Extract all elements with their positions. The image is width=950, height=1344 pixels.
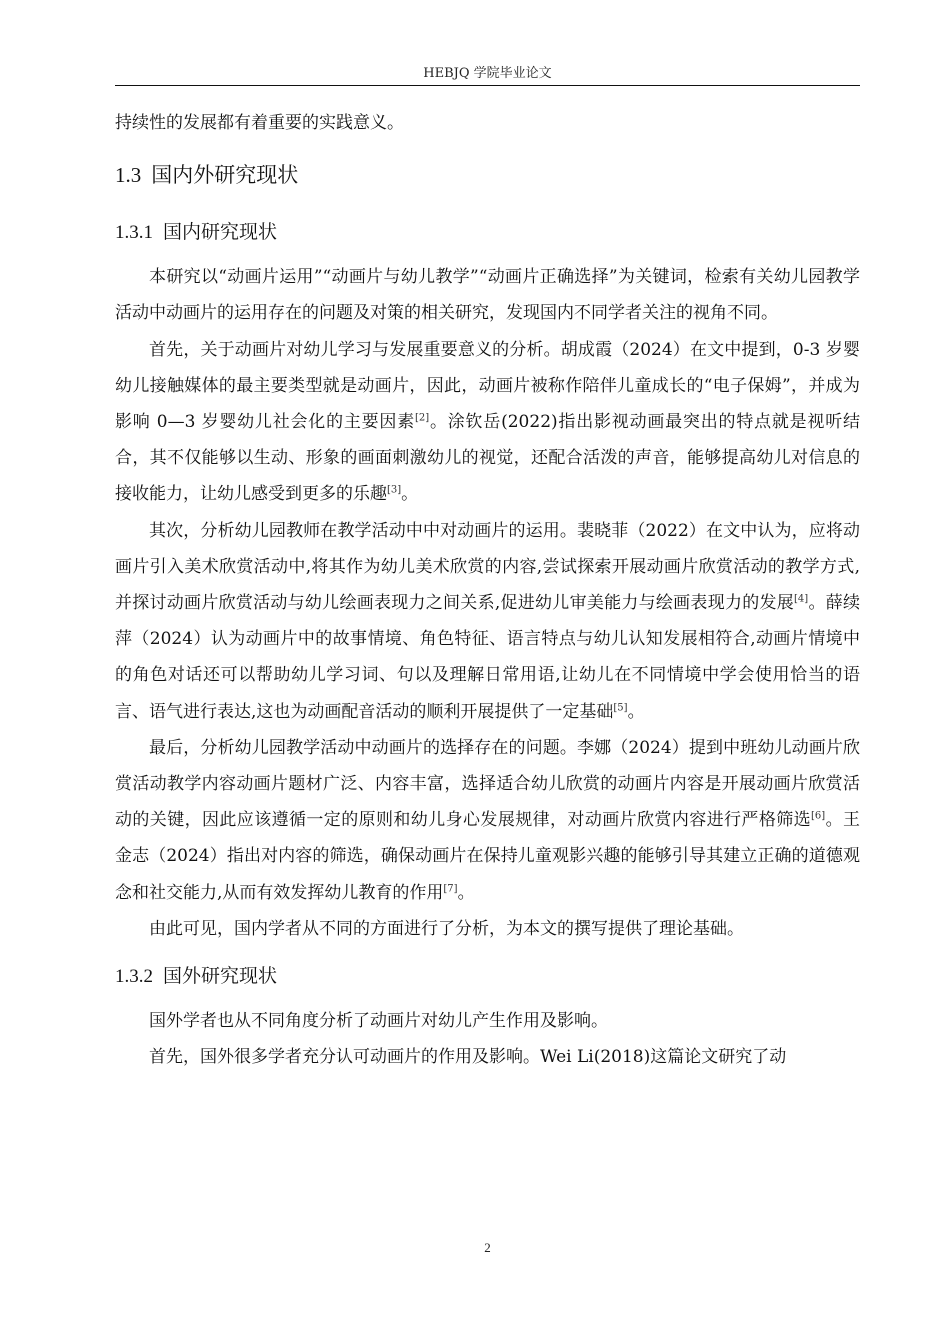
text-run: 最后，分析幼儿园教学活动中动画片的选择存在的问题。李娜（2024）提到中班幼儿动画片欣赏活动教学内容动画片题材广泛、内容丰富，选择适合幼儿欣赏的动画片内容是开展动画片欣赏活动的关键，因此应该遵循一定的原则和幼儿身心发展规律，对动画片欣赏内容进行严格筛选 (115, 737, 860, 831)
paragraph-summary: 由此可见，国内学者从不同的方面进行了分析，为本文的撰写提供了理论基础。 (149, 918, 744, 939)
section-number: 1.3.2 (115, 966, 153, 988)
paragraph-keywords: 本研究以“动画片运用”“动画片与幼儿教学”“动画片正确选择”为关键词，检索有关幼儿园教学活动中动画片的运用存在的问题及对策的相关研究，发现国内不同学者关注的视角不同。 (115, 267, 860, 324)
section-heading-1-3 (115, 141, 860, 203)
paragraph-foreign-first: 首先，国外很多学者充分认可动画片的作用及影响。Wei Li(2018)这篇论文研究了动 (149, 1047, 787, 1068)
running-header: HEBJQ 学院毕业论文 (423, 66, 552, 81)
text-run: 。 (627, 701, 645, 722)
paragraph-third (115, 730, 860, 911)
paragraph-second (115, 513, 860, 730)
citation-ref: [6] (811, 810, 826, 822)
section-heading-1-3-2 (115, 947, 860, 1003)
section-title: 国内研究现状 (163, 221, 278, 244)
section-heading-1-3-1 (115, 203, 860, 259)
citation-ref: [3] (387, 484, 402, 496)
section-number: 1.3.1 (115, 222, 153, 244)
page-number: 2 (484, 1240, 491, 1255)
citation-ref: [2] (415, 412, 430, 424)
paragraph-continuation: 持续性的发展都有着重要的实践意义。 (115, 113, 404, 133)
page-body (115, 105, 860, 1075)
citation-ref: [5] (613, 701, 628, 713)
text-run: 。薛续萍（2024）认为动画片中的故事情境、角色特征、语言特点与幼儿认知发展相符合,动画片情境中的角色对话还可以帮助幼儿学习词、句以及理解日常用语,让幼儿在不同情境中学会使用恰当的语言、语气进行表达,这也为动画配音活动的顺利开展提供了一定基础 (115, 593, 860, 722)
text-run: 首先，关于动画片对幼儿学习与发展重要意义的分析。胡成霞（2024）在文中提到，0-3 岁婴幼儿接触媒体的最主要类型就是动画片，因此，动画片被称作陪伴儿童成长的“电子保姆”，并成为影响 0—3 岁婴幼儿社会化的主要因素 (115, 339, 860, 433)
citation-ref: [7] (443, 883, 458, 894)
paragraph-first (115, 332, 860, 513)
text-run: 。 (401, 484, 419, 505)
section-title: 国外研究现状 (163, 965, 278, 988)
text-run: 。王金志（2024）指出对内容的筛选，确保动画片在保持儿童观影兴趣的能够引导其建立正确的道德观念和社交能力,从而有效发挥幼儿教育的作用 (115, 810, 861, 903)
text-run: 。 (457, 882, 475, 903)
header-rule (115, 85, 860, 86)
section-title: 国内外研究现状 (151, 163, 299, 188)
section-number: 1.3 (115, 163, 142, 188)
paragraph-foreign-intro: 国外学者也从不同角度分析了动画片对幼儿产生作用及影响。 (149, 1011, 608, 1032)
text-run: 。涂钦岳(2022)指出影视动画最突出的特点就是视听结合，其不仅能够以生动、形象的画面刺激幼儿的视觉，还配合活泼的声音，能够提高幼儿对信息的接收能力，让幼儿感受到更多的乐趣 (115, 412, 860, 505)
citation-ref: [4] (794, 593, 809, 605)
text-run: 其次，分析幼儿园教师在教学活动中中对动画片的运用。裴晓菲（2022）在文中认为，应将动画片引入美术欣赏活动中,将其作为幼儿美术欣赏的内容,尝试探索开展动画片欣赏活动的教学方式,并探讨动画片欣赏活动与幼儿绘画表现力之间关系,促进幼儿审美能力与绘画表现力的发展 (115, 520, 860, 614)
